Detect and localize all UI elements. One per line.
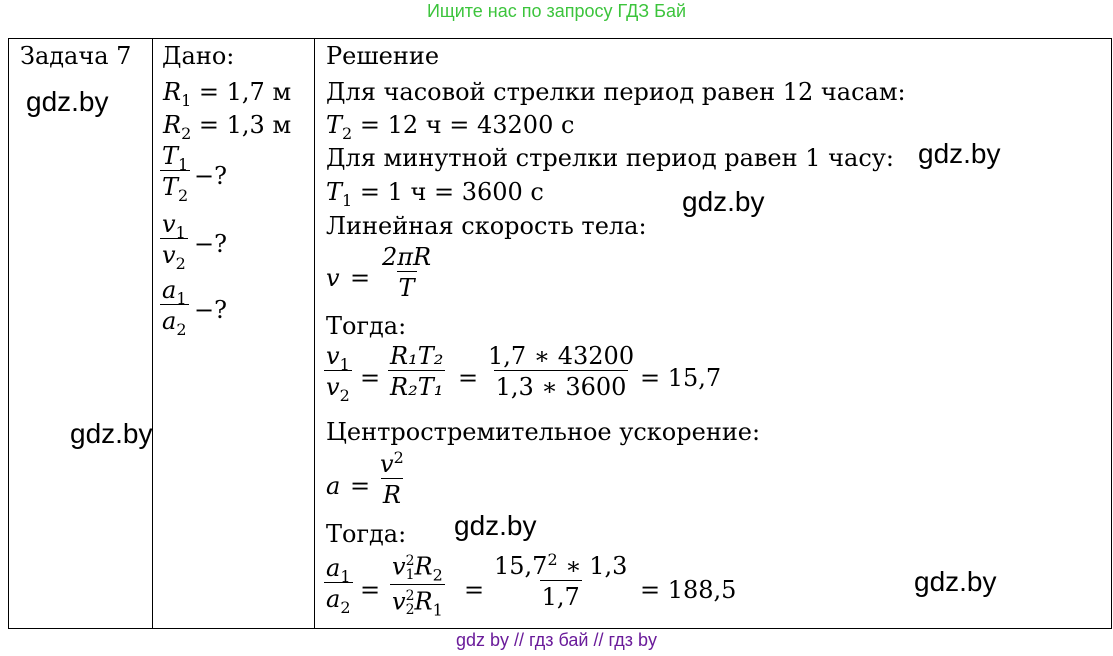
- t2-sub: 2: [342, 123, 353, 143]
- ratio-a-calc-den: 1,7: [540, 580, 582, 609]
- ratio-a-mid: [390, 552, 445, 620]
- solution-line-6: Центростремительное ускорение:: [326, 418, 761, 446]
- formula-a-fraction: [378, 448, 406, 509]
- r1-var: R: [163, 78, 182, 106]
- formula-v-eq: =: [350, 264, 371, 292]
- then-2: Тогда:: [326, 520, 407, 548]
- ratio-v-den-sub: 2: [175, 253, 186, 273]
- top-banner: Ищите нас по запросу ГДЗ Бай: [426, 1, 687, 21]
- ratio-a-calc: [492, 550, 629, 611]
- ratio-v-lhs-num-sub: 1: [339, 354, 350, 374]
- ratio-a-lhs-num-var: a: [326, 554, 341, 582]
- watermark: gdz.by: [918, 138, 1001, 169]
- ratio-a-eq-2: =: [464, 576, 485, 604]
- bottom-banner: gdz by // гдз бай // гдз by: [455, 630, 658, 650]
- solution-label: Решение: [326, 42, 440, 70]
- given-ratio-v-suffix: −?: [194, 230, 227, 258]
- ratio-t-num-var: T: [162, 142, 179, 170]
- ratio-v-eq-2: =: [458, 364, 479, 392]
- ratio-t-den-sub: 2: [178, 185, 189, 205]
- formula-a-lhs: a: [326, 472, 341, 500]
- given-ratio-a-suffix: −?: [194, 296, 227, 324]
- given-ratio-a: [160, 276, 189, 339]
- ratio-v-lhs: [324, 342, 352, 405]
- ratio-v-num-var: v: [162, 210, 176, 238]
- ratio-v-eq-1: =: [360, 364, 381, 392]
- ratio-a-num-var: a: [162, 276, 177, 304]
- r2-var: R: [163, 111, 182, 139]
- table-left-border: [8, 38, 9, 628]
- ratio-v-lhs-den-sub: 2: [339, 385, 350, 405]
- column-divider-1: [152, 38, 153, 628]
- watermark: gdz.by: [70, 418, 153, 449]
- ratio-a-lhs-num-sub: 1: [340, 566, 351, 586]
- t2-value: = 12 ч = 43200 с: [359, 111, 575, 139]
- r2-value: = 1,3 м: [198, 111, 292, 139]
- ratio-a-den-var: a: [162, 307, 177, 335]
- ratio-a-den-sub: 2: [176, 319, 187, 339]
- ratio-a-calc-num-base: 15,7: [494, 552, 548, 580]
- ratio-v-mid: [388, 344, 445, 399]
- solution-line-1: Для часовой стрелки период равен 12 часам:: [326, 78, 906, 106]
- ratio-v-num-sub: 1: [175, 222, 186, 242]
- t1-sub: 1: [342, 190, 353, 210]
- given-r1: [163, 78, 292, 110]
- r1-sub: 1: [181, 90, 192, 110]
- formula-v-fraction: [380, 245, 433, 300]
- given-ratio-v: [160, 210, 188, 273]
- ratio-a-calc-num-rest: ∗ 1,3: [557, 552, 628, 580]
- ratio-a-eq-1: =: [360, 576, 381, 604]
- ratio-t-den-var: T: [162, 173, 179, 201]
- watermark: gdz.by: [454, 510, 537, 541]
- formula-a-num-var: v: [380, 450, 394, 478]
- solution-line-4: [326, 178, 544, 210]
- table-bottom-border: [8, 628, 1112, 629]
- ratio-v-den-var: v: [162, 241, 176, 269]
- formula-v-den: T: [397, 271, 417, 300]
- ratio-a-lhs-den-sub: 2: [340, 597, 351, 617]
- formula-v-num: 2πR: [382, 243, 432, 271]
- ratio-v-calc: [486, 344, 636, 399]
- ratio-a-result: = 188,5: [640, 576, 737, 604]
- watermark: gdz.by: [682, 186, 765, 217]
- ratio-v-calc-num: 1,7 ∗ 43200: [488, 342, 635, 370]
- watermark: gdz.by: [26, 86, 109, 117]
- ratio-v-mid-num: R₁T₂: [390, 342, 444, 370]
- given-ratio-t-suffix: −?: [194, 162, 227, 190]
- formula-a-eq: =: [350, 472, 371, 500]
- then-1: Тогда:: [326, 312, 407, 340]
- ratio-a-lhs: [324, 554, 353, 617]
- given-r2: [163, 111, 292, 143]
- t1-value: = 1 ч = 3600 с: [359, 178, 544, 206]
- solution-line-3: Для минутной стрелки период равен 1 часу:: [326, 144, 894, 172]
- ratio-a-num-sub: 1: [176, 288, 187, 308]
- table-right-border: [1111, 38, 1112, 628]
- r1-value: = 1,7 м: [198, 78, 292, 106]
- r2-sub: 2: [181, 123, 192, 143]
- ratio-v-lhs-num-var: v: [326, 342, 340, 370]
- solution-line-5: Линейная скорость тела:: [326, 212, 647, 240]
- ratio-a-mid-den: v 2 2 $R_1$: [390, 584, 445, 617]
- t2-var: T: [326, 111, 343, 139]
- table-top-border: [8, 38, 1112, 39]
- ratio-v-result: = 15,7: [640, 364, 722, 392]
- formula-v-lhs: v: [326, 264, 340, 292]
- formula-a-num-sup: 2: [393, 448, 404, 467]
- given-ratio-t: [160, 142, 190, 205]
- ratio-v-lhs-den-var: v: [326, 373, 340, 401]
- formula-a-den: R: [381, 478, 403, 507]
- ratio-a-lhs-den-var: a: [326, 585, 341, 613]
- ratio-a-calc-num-sup: 2: [547, 550, 558, 569]
- given-label: Дано:: [162, 42, 235, 70]
- ratio-t-num-sub: 1: [178, 154, 189, 174]
- watermark: gdz.by: [914, 566, 997, 597]
- column-divider-2: [314, 38, 315, 628]
- solution-line-2: [326, 111, 575, 143]
- task-title: Задача 7: [20, 42, 132, 70]
- ratio-v-mid-den: R₂T₁: [388, 370, 445, 399]
- ratio-a-mid-num: v 2 1 $R_2$: [392, 552, 443, 585]
- t1-var: T: [326, 178, 343, 206]
- ratio-v-calc-den: 1,3 ∗ 3600: [494, 370, 629, 399]
